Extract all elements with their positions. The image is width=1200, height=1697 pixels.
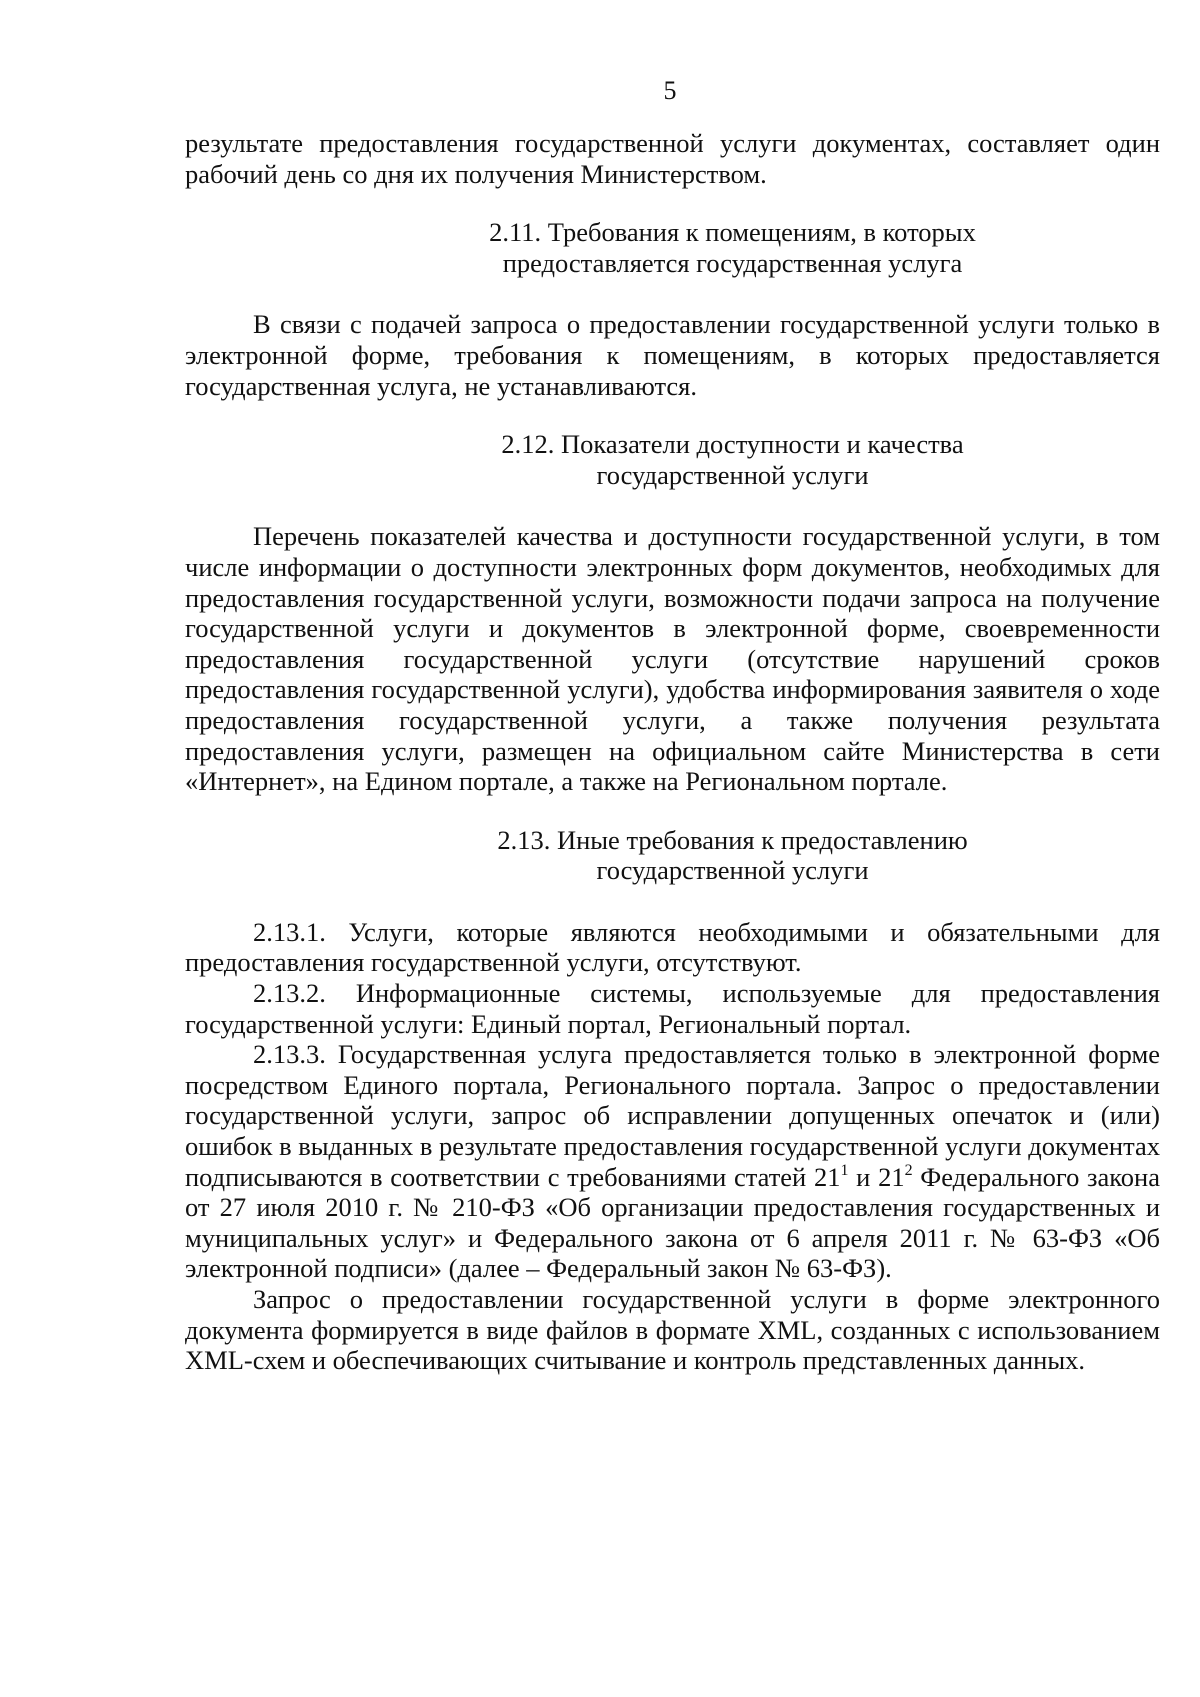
section-2-12-paragraph: Перечень показателей качества и доступности государственной услуги, в том числе информации о доступности электронных форм документов, необходимых для предоставления государственной услуги, возможности подачи запроса на получение государственной услуги и документов в электронной форме, своевременности предоставления государственной услуги (отсутствие нарушений сроков предоставления государственной услуги), удобства информирования заявителя о ходе предоставления государственной услуги, а также получения результата предоставления услуги, размещен на официальном сайте Министерства в сети «Интернет», на Едином портале, а также на Региональном портале.	[185, 521, 1160, 797]
item-2-13-2: 2.13.2. Информационные системы, используемые для предоставления государственной услуги: Единый портал, Региональный портал.	[185, 978, 1160, 1039]
section-2-12-heading-line1: 2.12. Показатели доступности и качества	[501, 429, 964, 460]
section-2-12-heading-line2: государственной услуги	[596, 459, 869, 490]
section-2-13-heading	[280, 825, 1185, 886]
item-2-13-3-part3: Федерального закона от 27 июля 2010 г. № 210-ФЗ «Об организации предоставления государственных и муниципальных услуг» и Федерального закона от 6 апреля 2011 г. № 63-ФЗ «Об электронной подписи» (далее – Федеральный закон № 63-ФЗ).	[185, 1161, 1160, 1284]
page-number: 5	[663, 76, 677, 105]
section-2-13-heading-line1: 2.13. Иные требования к предоставлению	[497, 824, 968, 855]
section-2-11-paragraph: В связи с подачей запроса о предоставлении государственной услуги только в электронной форме, требования к помещениям, в которых предоставляется государственная услуга, не устанавливаются.	[185, 309, 1160, 401]
superscript-1: 1	[840, 1161, 849, 1179]
item-2-13-3	[185, 1039, 1160, 1284]
item-2-13-3-part1: 2.13.3. Государственная услуга предоставляется только в электронной форме посредством Единого портала, Регионального портала. Запрос о предоставлении государственной услуги, запрос об исправлении допущенных опечаток и (или) ошибок в выданных в результате предоставления государственной услуги документах подписываются в соответствии с требованиями статей 21	[185, 1039, 1160, 1192]
section-2-11-heading	[280, 217, 1185, 278]
section-2-12-heading	[280, 429, 1185, 490]
section-2-11-heading-line1: 2.11. Требования к помещениям, в которых	[489, 217, 976, 248]
document-body	[185, 128, 1160, 1376]
intro-paragraph: результате предоставления государственной услуги документах, составляет один рабочий день со дня их получения Министерством.	[185, 128, 1160, 189]
item-2-13-1: 2.13.1. Услуги, которые являются необходимыми и обязательными для предоставления государственной услуги, отсутствуют.	[185, 916, 1160, 978]
item-2-13-3-part2: и 21	[848, 1161, 905, 1192]
section-2-11-heading-line2: предоставляется государственная услуга	[502, 247, 963, 278]
final-paragraph: Запрос о предоставлении государственной услуги в форме электронного документа формируется в виде файлов в формате XML, созданных с использованием XML-схем и обеспечивающих считывание и контроль представленных данных.	[185, 1284, 1160, 1376]
superscript-2: 2	[904, 1161, 913, 1179]
section-2-13-heading-line2: государственной услуги	[596, 855, 869, 886]
